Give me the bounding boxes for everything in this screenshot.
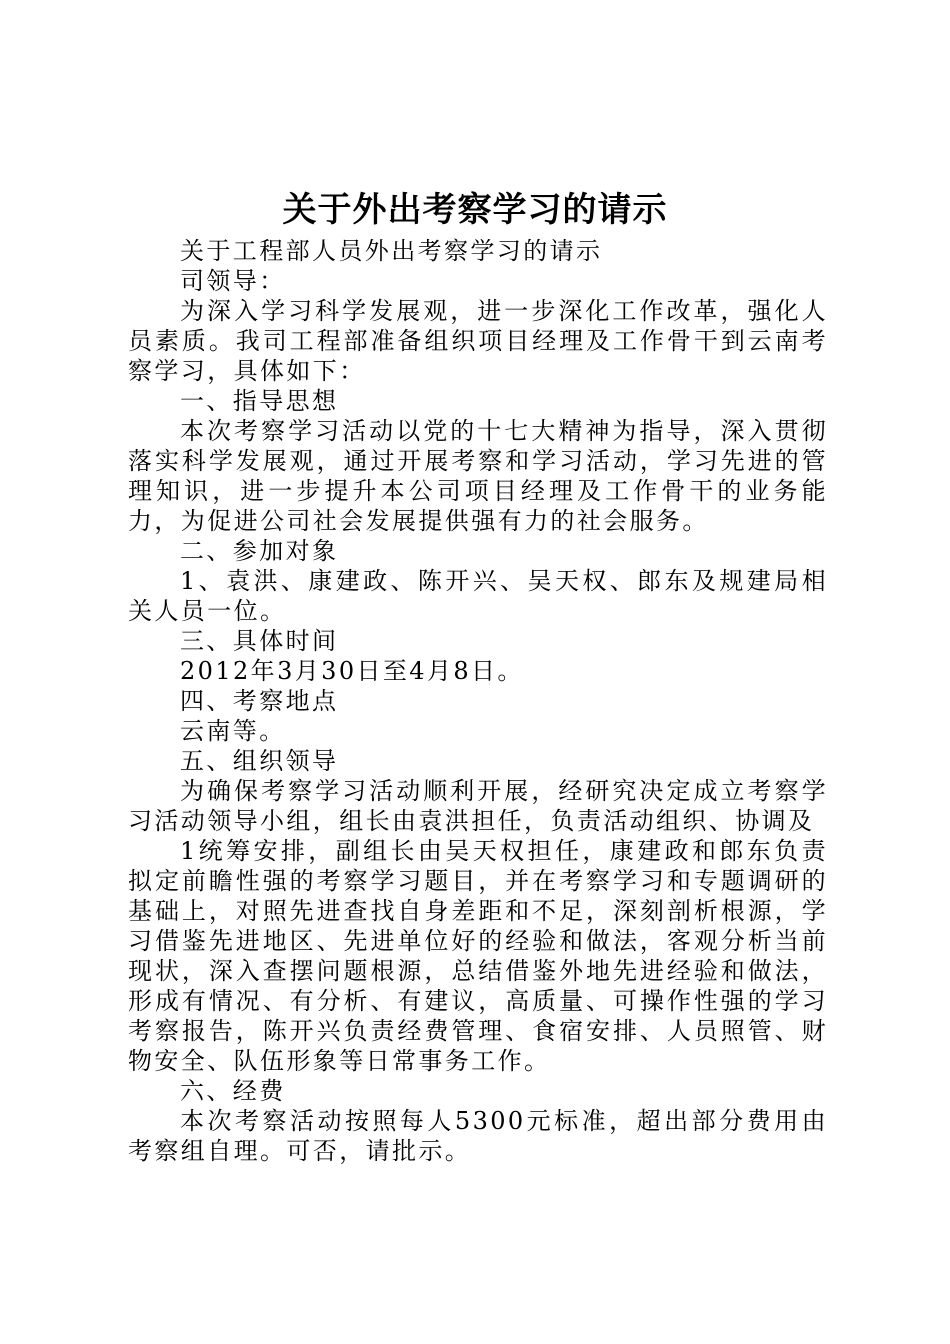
salutation: 司领导： [180, 267, 286, 295]
intro-paragraph: 为深入学习科学发展观，进一步深化工作改革，强化人员素质。我司工程部准备组织项目经理及工作骨干到云南考察学习，具体如下： [128, 297, 828, 385]
section-heading-guiding-thought: 一、指导思想 [180, 387, 339, 415]
section-heading-funding: 六、经费 [180, 1077, 286, 1105]
funding-paragraph: 本次考察活动按照每人5300元标准，超出部分费用由考察组自理。可否，请批示。 [128, 1107, 828, 1165]
time-paragraph: 2012年3月30日至4月8日。 [180, 657, 524, 685]
section-heading-time: 三、具体时间 [180, 627, 339, 655]
section-heading-leadership: 五、组织领导 [180, 747, 339, 775]
location-paragraph: 云南等。 [180, 717, 286, 745]
document-body [128, 236, 828, 1166]
leadership-continuation-paragraph: 1统筹安排，副组长由吴天权担任，康建政和郎东负责拟定前瞻性强的考察学习题目，并在考察学习和专题调研的基础上，对照先进查找自身差距和不足，深刻剖析根源，学习借鉴先进地区、先进单位好的经验和做法，客观分析当前现状，深入查摆问题根源，总结借鉴外地先进经验和做法，形成有情况、有分析、有建议，高质量、可操作性强的学习考察报告，陈开兴负责经费管理、食宿安排、人员照管、财物安全、队伍形象等日常事务工作。 [128, 837, 828, 1075]
section-heading-location: 四、考察地点 [180, 687, 339, 715]
participants-paragraph: 1、袁洪、康建政、陈开兴、吴天权、郎东及规建局相关人员一位。 [128, 567, 828, 625]
subject-line: 关于工程部人员外出考察学习的请示 [180, 237, 603, 265]
section-heading-participants: 二、参加对象 [180, 537, 339, 565]
guiding-thought-paragraph: 本次考察学习活动以党的十七大精神为指导，深入贯彻落实科学发展观，通过开展考察和学习活动，学习先进的管理知识，进一步提升本公司项目经理及工作骨干的业务能力，为促进公司社会发展提供强有力的社会服务。 [128, 417, 828, 535]
leadership-paragraph: 为确保考察学习活动顺利开展，经研究决定成立考察学习活动领导小组，组长由袁洪担任，负责活动组织、协调及 [128, 777, 828, 835]
document-title: 关于外出考察学习的请示 [282, 190, 668, 230]
